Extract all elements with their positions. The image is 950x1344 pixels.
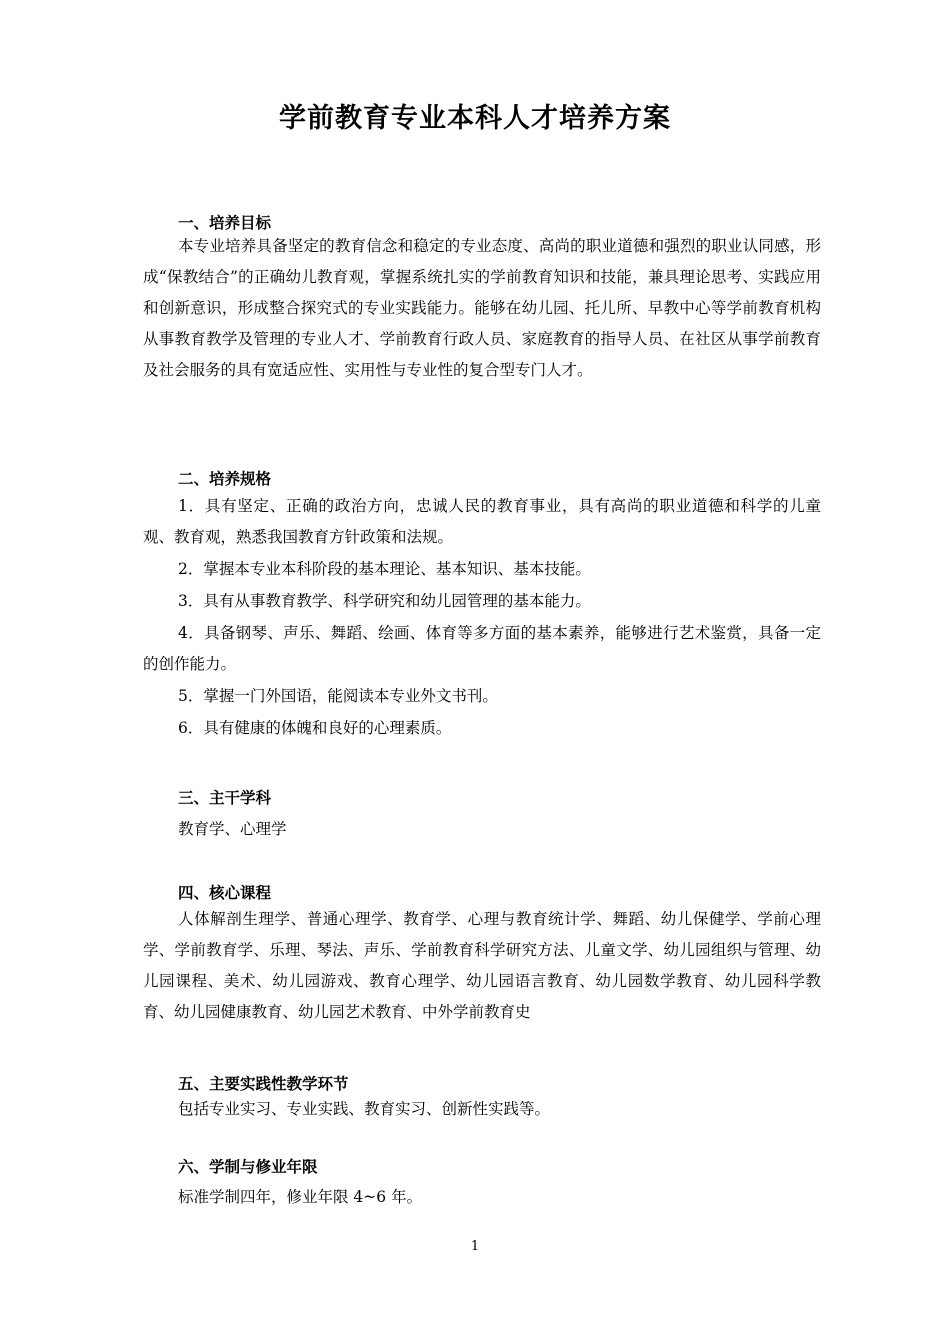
document-title: 学前教育专业本科人才培养方案 — [279, 103, 671, 134]
section-heading-specs: 二、培养规格 — [178, 470, 272, 488]
spec-item-6: 6．具有健康的体魄和良好的心理素质。 — [178, 719, 452, 737]
spec-item-1: 1．具有坚定、正确的政治方向，忠诚人民的教育事业，具有高尚的职业道德和科学的儿童观、教育观，熟悉我国教育方针政策和法规。 — [143, 497, 821, 546]
spec-item-2: 2．掌握本专业本科阶段的基本理论、基本知识、基本技能。 — [178, 560, 591, 578]
section-body-courses: 人体解剖生理学、普通心理学、教育学、心理与教育统计学、舞蹈、幼儿保健学、学前心理学、学前教育学、乐理、琴法、声乐、学前教育科学研究方法、儿童文学、幼儿园组织与管理、幼儿园课程、美术、幼儿园游戏、教育心理学、幼儿园语言教育、幼儿园数学教育、幼儿园科学教育、幼儿园健康教育、幼儿园艺术教育、中外学前教育史 — [143, 910, 821, 1021]
section-body-practice: 包括专业实习、专业实践、教育实习、创新性实践等。 — [178, 1100, 551, 1118]
section-body-duration: 标准学制四年，修业年限 4~6 年。 — [178, 1188, 423, 1206]
page-number: 1 — [470, 1239, 480, 1254]
section-body-disciplines: 教育学、心理学 — [178, 820, 287, 838]
section-heading-practice: 五、主要实践性教学环节 — [178, 1075, 349, 1093]
section-heading-courses: 四、核心课程 — [178, 884, 272, 902]
section-heading-goals: 一、培养目标 — [178, 214, 272, 232]
spec-item-5: 5．掌握一门外国语，能阅读本专业外文书刊。 — [178, 687, 498, 705]
spec-item-4: 4．具备钢琴、声乐、舞蹈、绘画、体育等多方面的基本素养，能够进行艺术鉴赏，具备一定的创作能力。 — [143, 624, 821, 673]
section-body-goals: 本专业培养具备坚定的教育信念和稳定的专业态度、高尚的职业道德和强烈的职业认同感，形成“保教结合”的正确幼儿教育观，掌握系统扎实的学前教育知识和技能，兼具理论思考、实践应用和创新意识，形成整合探究式的专业实践能力。能够在幼儿园、托儿所、早教中心等学前教育机构从事教育教学及管理的专业人才、学前教育行政人员、家庭教育的指导人员、在社区从事学前教育及社会服务的具有宽适应性、实用性与专业性的复合型专门人才。 — [143, 237, 821, 379]
spec-item-3: 3．具有从事教育教学、科学研究和幼儿园管理的基本能力。 — [178, 592, 591, 610]
section-heading-duration: 六、学制与修业年限 — [178, 1158, 318, 1176]
section-heading-disciplines: 三、主干学科 — [178, 789, 272, 807]
